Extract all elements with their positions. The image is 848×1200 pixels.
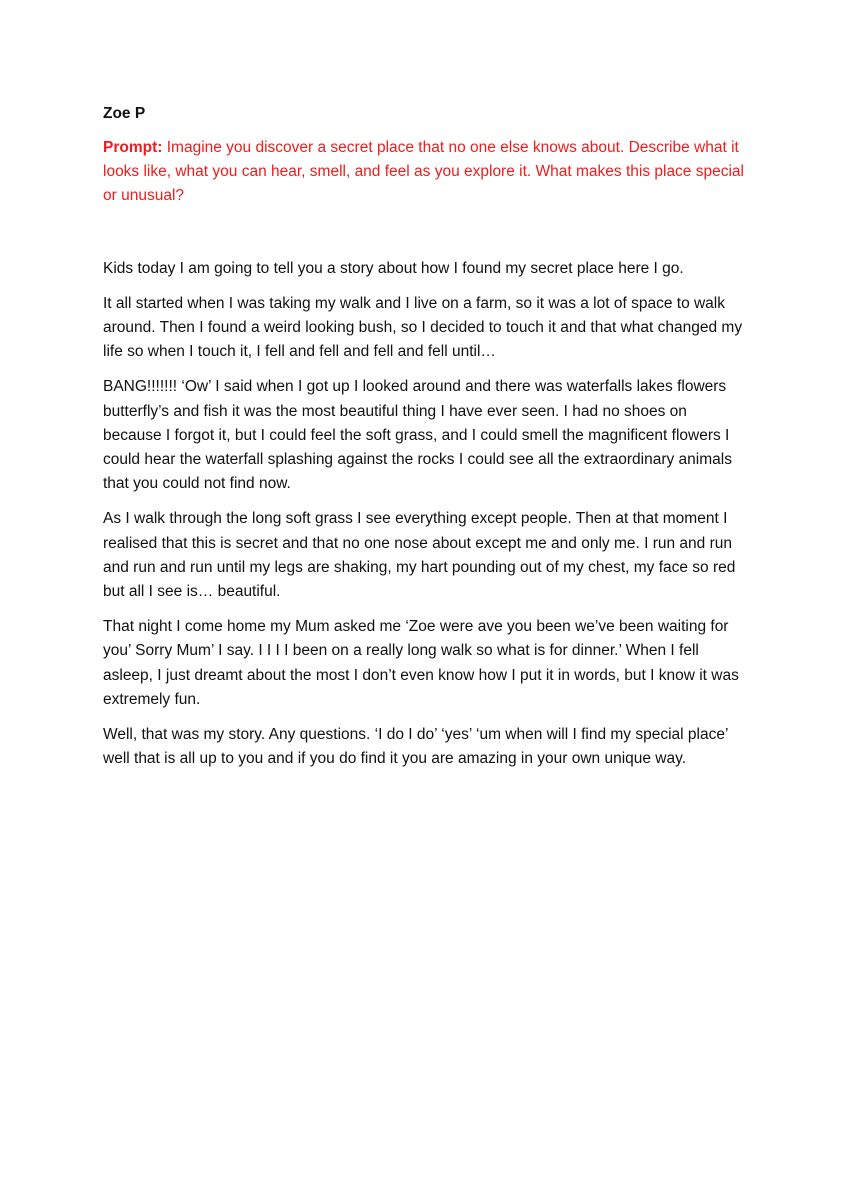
prompt-text: Imagine you discover a secret place that no one else knows about. Describe what it looks like, what you can hear, smell, and feel as you explore it. What makes this place special or unusual? — [103, 139, 744, 205]
story-paragraph: Well, that was my story. Any questions. ‘I do I do’ ‘yes’ ‘um when will I find my special place’ well that is all up to you and if you do find it you are amazing in your own unique way. — [103, 726, 728, 768]
document-body — [103, 102, 748, 782]
author-name: Zoe P — [103, 105, 146, 122]
story-paragraph: Kids today I am going to tell you a story about how I found my secret place here I go. — [103, 259, 684, 277]
story-paragraph: It all started when I was taking my walk and I live on a farm, so it was a lot of space to walk around. Then I found a weird looking bush, so I decided to touch it and that what changed my life so when I touch it, I fell and fell and fell and fell until… — [103, 294, 743, 361]
story-text — [103, 257, 748, 772]
story-paragraph: That night I come home my Mum asked me ‘Zoe were ave you been we’ve been waiting for you’ Sorry Mum’ I say. I I I I been on a really long walk so what is for dinner.’ When I fell asleep, I just dreamt about the most I don’t even know how I put it in words, but I know it was extremely fun. — [103, 618, 739, 708]
story-paragraph: BANG!!!!!!! ‘Ow’ I said when I got up I looked around and there was waterfalls lakes flowers butterfly’s and fish it was the most beautiful thing I have ever seen. I had no shoes on because I forgot it, but I could feel the soft grass, and I could smell the magnificent flowers I could hear the waterfall splashing against the rocks I could see all the extraordinary animals that you could not find now. — [103, 378, 732, 493]
story-paragraph: As I walk through the long soft grass I see everything except people. Then at that moment I realised that this is secret and that no one nose about except me and only me. I run and run and run and run until my legs are shaking, my hart pounding out of my chest, my face so red but all I see is… beautiful. — [103, 510, 736, 601]
writing-prompt — [103, 136, 748, 209]
prompt-label: Prompt: — [103, 139, 163, 156]
